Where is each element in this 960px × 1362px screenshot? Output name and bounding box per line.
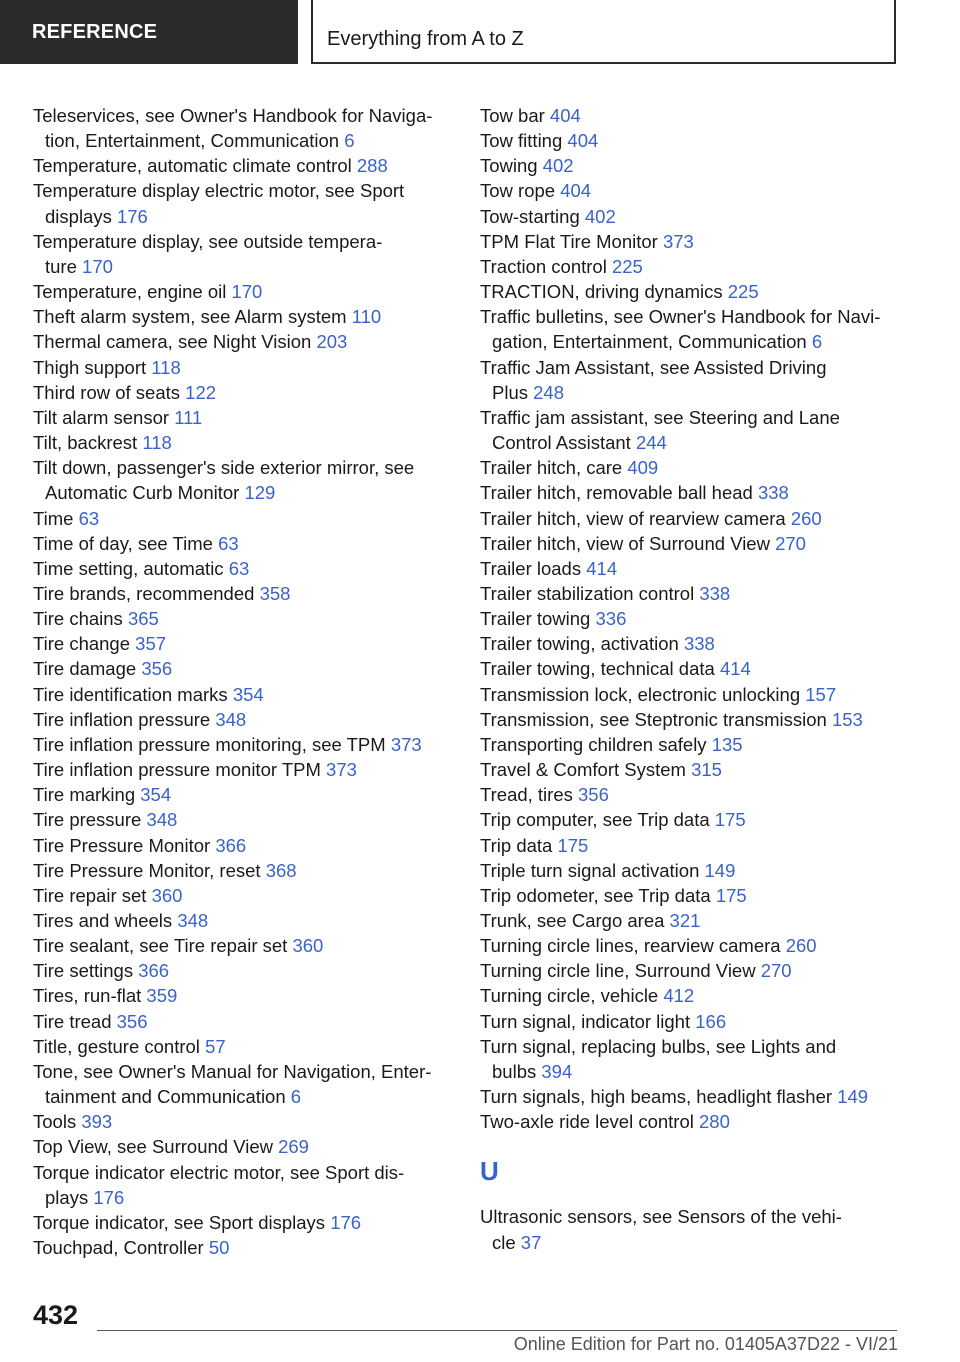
- page-link[interactable]: 110: [351, 306, 382, 328]
- index-entry: [480, 1204, 920, 1229]
- entry-text: TPM Flat Tire Monitor: [480, 230, 658, 252]
- entry-text: Tire repair set: [33, 884, 147, 906]
- entry-text: Temperature display electric motor, see Sport: [33, 180, 405, 202]
- page-link[interactable]: 6: [344, 130, 355, 152]
- index-entry: [33, 1009, 463, 1034]
- index-entry: [480, 1084, 920, 1109]
- entry-text: Time: [33, 507, 74, 529]
- page-link[interactable]: 176: [330, 1211, 362, 1233]
- index-column-left: [33, 103, 463, 1260]
- page-link[interactable]: 6: [290, 1086, 302, 1108]
- entry-text: Tires, run-flat: [33, 985, 142, 1007]
- page-link[interactable]: 37: [520, 1231, 542, 1253]
- entry-text: Trip odometer, see Trip data: [480, 884, 711, 906]
- page-link[interactable]: 368: [265, 859, 297, 881]
- index-entry: [480, 908, 920, 933]
- page-link[interactable]: 175: [714, 809, 746, 831]
- index-entry: [33, 1210, 463, 1235]
- page-link[interactable]: 270: [760, 960, 792, 982]
- entry-text: Traffic Jam Assistant, see Assisted Driving: [480, 356, 827, 378]
- entry-text: Turning circle, vehicle: [480, 985, 659, 1007]
- page-link[interactable]: 338: [699, 582, 731, 604]
- entry-text: Tires and wheels: [33, 910, 173, 931]
- entry-text: Trip computer, see Trip data: [480, 809, 710, 831]
- index-entry: [480, 531, 920, 556]
- entry-text: Tire inflation pressure monitor TPM: [33, 759, 321, 781]
- entry-text: Towing: [480, 155, 538, 177]
- index-entry: [33, 581, 463, 606]
- index-entry: [33, 204, 463, 229]
- page-link[interactable]: 321: [669, 910, 701, 931]
- page-link[interactable]: 366: [215, 834, 247, 856]
- index-entry: [33, 455, 463, 480]
- page-link[interactable]: 336: [595, 608, 627, 630]
- entry-text: Tire identification marks: [33, 683, 228, 705]
- entry-text: Time of day, see Time: [33, 532, 213, 554]
- index-entry: [480, 682, 920, 707]
- index-entry: [480, 983, 920, 1008]
- entry-text: Thermal camera, see Night Vision: [33, 331, 312, 353]
- page-link[interactable]: 357: [135, 633, 167, 655]
- entry-text: Tire brands, recommended: [33, 582, 255, 604]
- entry-text: Trunk, see Cargo area: [480, 910, 665, 931]
- entry-text: Triple turn signal activation: [480, 859, 700, 881]
- index-entry: [480, 405, 920, 430]
- entry-text: Traffic jam assistant, see Steering and Lane: [480, 406, 840, 428]
- entry-text: Tow rope: [480, 180, 556, 202]
- page-link[interactable]: 203: [316, 331, 348, 353]
- entry-text: Torque indicator, see Sport displays: [33, 1211, 326, 1233]
- entry-text: Temperature, automatic climate control: [33, 155, 352, 177]
- entry-text: tion, Entertainment, Communication: [45, 130, 340, 152]
- index-entry: [480, 1034, 920, 1059]
- index-entry: [480, 103, 920, 128]
- page-link[interactable]: 176: [93, 1186, 125, 1208]
- entry-text: Turn signal, indicator light: [480, 1010, 691, 1032]
- entry-text: Temperature, engine oil: [33, 281, 227, 303]
- index-entry: [33, 1059, 463, 1084]
- page-link[interactable]: 360: [292, 935, 324, 957]
- entry-text: Tire sealant, see Tire repair set: [33, 935, 288, 957]
- entry-text: Tire Pressure Monitor, reset: [33, 859, 261, 881]
- page-link[interactable]: 170: [82, 255, 113, 277]
- index-entry: [33, 229, 463, 254]
- entry-text: Tilt down, passenger's side exterior mirror, see: [33, 457, 415, 479]
- page-link[interactable]: 248: [533, 381, 565, 403]
- entry-text: Top View, see Surround View: [33, 1136, 273, 1158]
- page-link[interactable]: 404: [560, 180, 592, 202]
- index-entry: [33, 329, 463, 354]
- entry-text: Travel & Comfort System: [480, 759, 686, 781]
- index-entry: [480, 506, 920, 531]
- page-link[interactable]: 412: [663, 985, 695, 1007]
- entry-text: Tire tread: [33, 1010, 112, 1032]
- page-link[interactable]: 356: [116, 1010, 148, 1032]
- chapter-header: [311, 0, 896, 64]
- index-entry: [33, 858, 463, 883]
- entry-text: Trailer hitch, care: [480, 457, 623, 479]
- entry-text: Trailer hitch, removable ball head: [480, 482, 753, 504]
- entry-text: bulbs: [492, 1060, 537, 1082]
- entry-text: Tire Pressure Monitor: [33, 834, 211, 856]
- index-list-t-continued: [480, 103, 920, 1134]
- entry-text: Tone, see Owner's Manual for Navigation, Enter-: [33, 1060, 432, 1082]
- index-entry: [33, 430, 463, 455]
- page-link[interactable]: 122: [185, 381, 217, 403]
- index-entry: [33, 707, 463, 732]
- index-list-u: [480, 1204, 920, 1254]
- page-link[interactable]: 166: [695, 1010, 727, 1032]
- page-link[interactable]: 6: [811, 331, 823, 353]
- index-entry: [480, 128, 920, 153]
- chapter-title: Everything from A to Z: [327, 28, 524, 50]
- entry-text: Trip data: [480, 834, 553, 856]
- index-entry: [33, 480, 463, 505]
- index-entry: [33, 1034, 463, 1059]
- entry-text: Ultrasonic sensors, see Sensors of the vehi-: [480, 1206, 842, 1228]
- entry-text: Tow fitting: [480, 130, 563, 152]
- entry-text: Tire settings: [33, 960, 134, 982]
- entry-text: Turning circle lines, rearview camera: [480, 935, 781, 957]
- entry-text: Tow bar: [480, 105, 545, 126]
- index-entry: [33, 958, 463, 983]
- entry-text: Tilt, backrest: [33, 432, 138, 454]
- page-link[interactable]: 129: [244, 482, 276, 504]
- page-link[interactable]: 348: [215, 708, 247, 730]
- entry-text: Trailer towing, technical data: [480, 658, 715, 680]
- index-entry: [33, 933, 463, 958]
- entry-text: Third row of seats: [33, 381, 181, 403]
- index-entry: [33, 1134, 463, 1159]
- entry-text: Trailer towing: [480, 608, 591, 630]
- page-link[interactable]: 402: [584, 205, 616, 227]
- index-entry: [33, 782, 463, 807]
- footer-divider: [97, 1330, 897, 1331]
- page-link[interactable]: 225: [727, 281, 759, 303]
- entry-text: Automatic Curb Monitor: [45, 482, 240, 504]
- page-link[interactable]: 338: [757, 482, 789, 504]
- entry-text: Trailer hitch, view of Surround View: [480, 532, 770, 554]
- entry-text: Transmission, see Steptronic transmission: [480, 708, 827, 730]
- page-link[interactable]: 393: [81, 1111, 113, 1133]
- entry-text: Teleservices, see Owner's Handbook for Naviga-: [33, 105, 433, 126]
- index-entry: [480, 1059, 920, 1084]
- entry-text: Turn signals, high beams, headlight flasher: [480, 1086, 833, 1108]
- entry-text: Tire inflation pressure: [33, 708, 211, 730]
- index-entry: [480, 606, 920, 631]
- entry-text: cle: [492, 1231, 516, 1253]
- edition-note: Online Edition for Part no. 01405A37D22 - VI/21: [513, 1334, 898, 1354]
- index-entry: [480, 732, 920, 757]
- page-link[interactable]: 404: [567, 130, 599, 152]
- entry-text: displays: [45, 205, 112, 227]
- entry-text: Tire inflation pressure monitoring, see TPM: [33, 733, 386, 755]
- index-entry: [480, 757, 920, 782]
- entry-text: Tread, tires: [480, 784, 573, 806]
- page-link[interactable]: 358: [259, 582, 291, 604]
- index-entry: [480, 254, 920, 279]
- index-entry: [33, 254, 463, 279]
- index-entry: [33, 883, 463, 908]
- page-link[interactable]: 354: [140, 784, 172, 806]
- index-entry: [480, 807, 920, 832]
- page-link[interactable]: 260: [790, 507, 822, 529]
- index-entry: [33, 631, 463, 656]
- index-entry: [33, 1109, 463, 1134]
- entry-text: Tire chains: [33, 608, 123, 630]
- section-tab: [0, 0, 298, 64]
- page-link[interactable]: 149: [837, 1086, 869, 1108]
- page-link[interactable]: 356: [578, 784, 609, 806]
- page-link[interactable]: 57: [205, 1035, 226, 1057]
- index-entry: [480, 380, 920, 405]
- page-link[interactable]: 63: [78, 507, 100, 529]
- entry-text: Tire change: [33, 633, 131, 655]
- page-link[interactable]: 170: [231, 281, 263, 303]
- entry-text: Tow-starting: [480, 205, 580, 227]
- page-link[interactable]: 409: [627, 457, 659, 479]
- page-link[interactable]: 366: [138, 960, 170, 982]
- index-entry: [480, 958, 920, 983]
- page-link[interactable]: 373: [326, 759, 357, 781]
- index-entry: [480, 858, 920, 883]
- index-entry: [33, 279, 463, 304]
- index-entry: [480, 329, 920, 354]
- page-link[interactable]: 373: [662, 230, 694, 252]
- index-entry: [33, 355, 463, 380]
- entry-text: gation, Entertainment, Communication: [492, 331, 807, 353]
- entry-text: Traction control: [480, 255, 607, 277]
- index-entry: [480, 355, 920, 380]
- index-entry: [33, 1084, 463, 1109]
- entry-text: Tire damage: [33, 658, 137, 680]
- page-link[interactable]: 354: [232, 683, 264, 705]
- page-link[interactable]: 225: [611, 255, 643, 277]
- index-entry: [480, 1009, 920, 1034]
- index-column-right: [480, 103, 920, 1255]
- index-entry: [33, 380, 463, 405]
- index-entry: [480, 153, 920, 178]
- page-link[interactable]: 50: [208, 1237, 230, 1259]
- entry-text: Turn signal, replacing bulbs, see Lights and: [480, 1035, 837, 1057]
- index-entry: [480, 279, 920, 304]
- index-entry: [33, 682, 463, 707]
- page-link[interactable]: 348: [146, 809, 178, 831]
- page-link[interactable]: 365: [127, 608, 159, 630]
- page-link[interactable]: 280: [699, 1111, 730, 1133]
- page-link[interactable]: 402: [542, 155, 574, 177]
- entry-text: Trailer stabilization control: [480, 582, 695, 604]
- entry-text: Traffic bulletins, see Owner's Handbook for Navi-: [480, 306, 881, 328]
- index-entry: [480, 229, 920, 254]
- index-entry: [33, 757, 463, 782]
- entry-text: Touchpad, Controller: [33, 1237, 204, 1259]
- page-link[interactable]: 175: [715, 884, 747, 906]
- entry-text: Tools: [33, 1111, 77, 1133]
- index-entry: [480, 556, 920, 581]
- page-link[interactable]: 175: [557, 834, 589, 856]
- page-link[interactable]: 63: [218, 532, 239, 554]
- page-link[interactable]: 269: [278, 1136, 309, 1158]
- index-entry: [480, 833, 920, 858]
- index-entry: [480, 480, 920, 505]
- index-entry: [33, 153, 463, 178]
- entry-text: tainment and Communication: [45, 1086, 286, 1108]
- index-entry: [480, 204, 920, 229]
- index-entry: [480, 883, 920, 908]
- entry-text: Theft alarm system, see Alarm system: [33, 306, 347, 328]
- index-entry: [480, 1109, 920, 1134]
- entry-text: Turning circle line, Surround View: [480, 960, 756, 982]
- index-entry: [480, 933, 920, 958]
- page-link[interactable]: 414: [719, 658, 751, 680]
- index-entry: [480, 178, 920, 203]
- section-title: REFERENCE: [32, 21, 158, 43]
- page-link[interactable]: 118: [151, 356, 181, 378]
- index-entry: [33, 506, 463, 531]
- entry-text: Plus: [492, 381, 528, 403]
- index-entry: [33, 1185, 463, 1210]
- page-link[interactable]: 404: [549, 105, 581, 126]
- page-link[interactable]: 348: [177, 910, 209, 931]
- page-link[interactable]: 288: [356, 155, 388, 177]
- page-link[interactable]: 111: [174, 406, 203, 428]
- entry-text: Temperature display, see outside tempera-: [33, 230, 383, 252]
- index-entry: [33, 656, 463, 681]
- index-entry: [33, 732, 463, 757]
- index-entry: [480, 430, 920, 455]
- page-link[interactable]: 338: [683, 633, 715, 655]
- entry-text: Control Assistant: [492, 432, 631, 454]
- index-entry: [33, 304, 463, 329]
- index-entry: [33, 983, 463, 1008]
- page-link[interactable]: 176: [116, 205, 148, 227]
- index-entry: [33, 556, 463, 581]
- index-entry: [33, 405, 463, 430]
- page-link[interactable]: 270: [775, 532, 806, 554]
- index-entry: [33, 178, 463, 203]
- entry-text: Tire pressure: [33, 809, 142, 831]
- page-link[interactable]: 260: [785, 935, 817, 957]
- index-entry: [480, 782, 920, 807]
- page-link[interactable]: 414: [586, 557, 618, 579]
- page-link[interactable]: 153: [831, 708, 863, 730]
- page-link[interactable]: 135: [711, 733, 743, 755]
- index-entry: [33, 1235, 463, 1260]
- page-link[interactable]: 359: [146, 985, 178, 1007]
- page-link[interactable]: 360: [151, 884, 183, 906]
- page-link[interactable]: 149: [704, 859, 736, 881]
- index-entry: [480, 455, 920, 480]
- section-letter-u: U: [480, 1156, 499, 1187]
- page-number: 432: [33, 1300, 79, 1330]
- entry-text: Tire marking: [33, 784, 136, 806]
- entry-text: Thigh support: [33, 356, 147, 378]
- index-entry: [33, 908, 463, 933]
- index-entry: [480, 631, 920, 656]
- entry-text: Trailer hitch, view of rearview camera: [480, 507, 786, 529]
- index-entry: [480, 707, 920, 732]
- index-entry: [33, 1160, 463, 1185]
- entry-text: TRACTION, driving dynamics: [480, 281, 723, 303]
- index-entry: [480, 656, 920, 681]
- page-link[interactable]: 394: [541, 1060, 573, 1082]
- page-link[interactable]: 315: [691, 759, 722, 781]
- entry-text: Two-axle ride level control: [480, 1111, 694, 1133]
- page-link[interactable]: 157: [805, 683, 837, 705]
- index-entry: [480, 581, 920, 606]
- entry-text: Trailer loads: [480, 557, 582, 579]
- index-entry: [33, 531, 463, 556]
- entry-text: Transmission lock, electronic unlocking: [480, 683, 801, 705]
- entry-text: Time setting, automatic: [33, 557, 224, 579]
- index-entry: [480, 1230, 920, 1255]
- index-entry: [33, 833, 463, 858]
- index-entry: [33, 128, 463, 153]
- index-entry: [33, 103, 463, 128]
- page-link[interactable]: 118: [142, 432, 172, 454]
- entry-text: Trailer towing, activation: [480, 633, 679, 655]
- page-link[interactable]: 244: [635, 432, 667, 454]
- entry-text: plays: [45, 1186, 89, 1208]
- entry-text: Transporting children safely: [480, 733, 707, 755]
- index-entry: [33, 606, 463, 631]
- page-link[interactable]: 373: [390, 733, 422, 755]
- page-link[interactable]: 63: [228, 557, 250, 579]
- page-link[interactable]: 356: [141, 658, 173, 680]
- entry-text: Torque indicator electric motor, see Sport dis-: [33, 1161, 405, 1183]
- entry-text: Tilt alarm sensor: [33, 406, 170, 428]
- index-entry: [33, 807, 463, 832]
- entry-text: Title, gesture control: [33, 1035, 200, 1057]
- index-entry: [480, 304, 920, 329]
- entry-text: ture: [45, 255, 77, 277]
